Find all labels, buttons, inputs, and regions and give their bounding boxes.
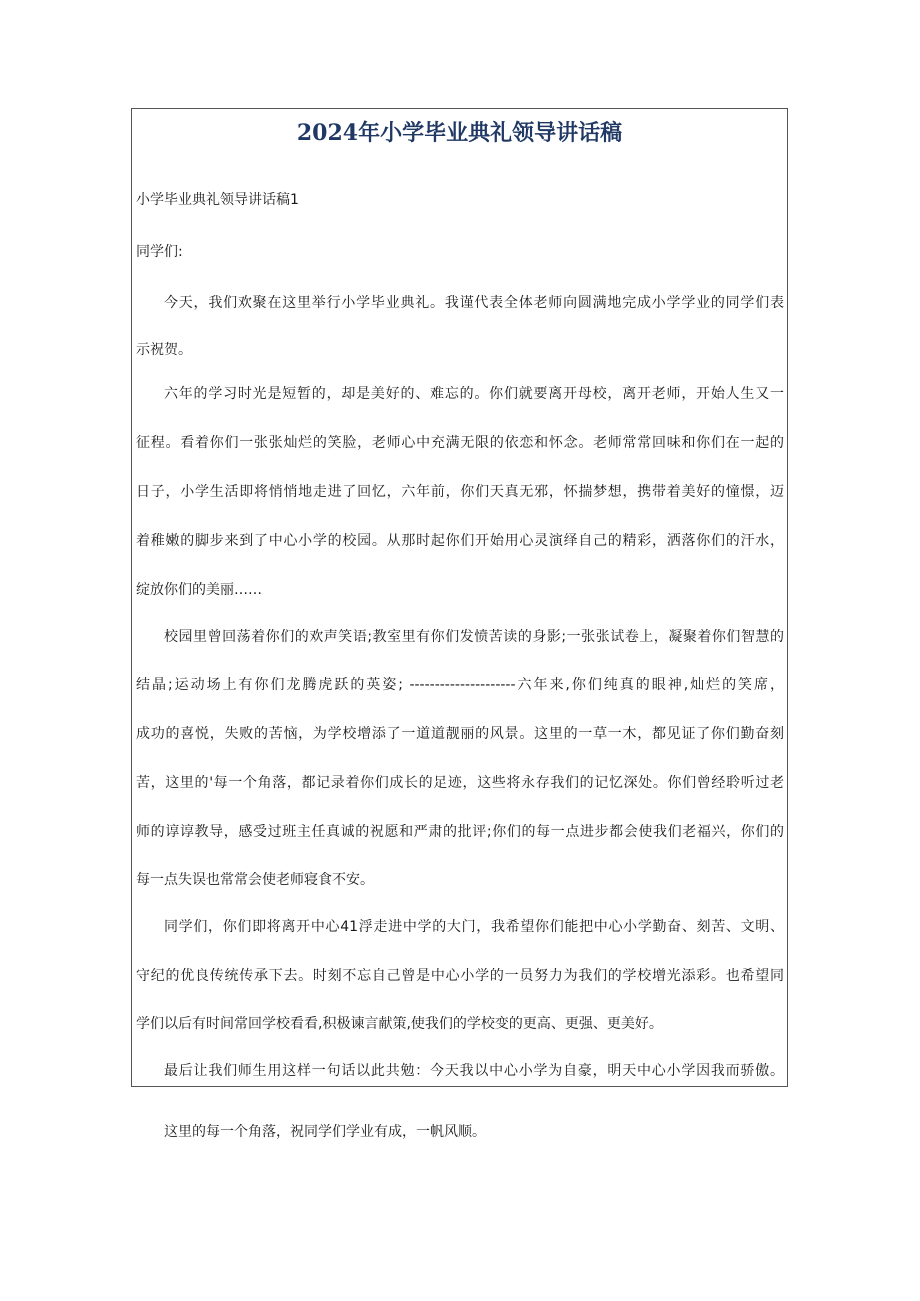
paragraph-line: 结晶;运动场上有你们龙腾虎跃的英姿; ---------------------六年来,你们纯真的眼神,灿烂的笑席， [136,677,784,693]
paragraph-line: 成功的喜悦，失败的苦恼，为学校增添了一道道靓丽的风景。这里的一草一木，都见证了你们勤奋刻 [136,726,784,742]
paragraph-line: 苦，这里的'每一个角落，都记录着你们成长的足迹，这些将永存我们的记忆深处。你们曾经聆听过老 [136,775,784,791]
salutation: 同学们: [136,244,183,260]
paragraph-line: 每一点失误也常常会使老师寝食不安。 [136,872,374,888]
paragraph-line: 六年的学习时光是短暂的，却是美好的、难忘的。你们就要离开母校，离开老师，开始人生又一 [164,386,784,402]
paragraph-line: 师的谆谆教导，感受过班主任真诚的祝愿和严肃的批评;你们的每一点进步都会使我们老福兴，你们的 [136,824,784,840]
paragraph-line: 着稚嫩的脚步来到了中心小学的校园。从那时起你们开始用心灵演绎自己的精彩，洒落你们的汗水， [136,533,784,549]
paragraph-line: 最后让我们师生用这样一句话以此共勉：今天我以中心小学为自豪，明天中心小学因我而骄傲。 [164,1063,784,1079]
paragraph-line: 校园里曾回荡着你们的欢声笑语;教室里有你们发愤苦读的身影;一张张试卷上，凝聚着你们智慧的 [164,629,784,645]
paragraph-line: 今天，我们欢聚在这里举行小学毕业典礼。我谨代表全体老师向圆满地完成小学学业的同学们表 [164,295,784,311]
paragraph-line: 示祝贺。 [136,342,192,358]
paragraph-line: 同学们，你们即将离开中心41浮走进中学的大门，我希望你们能把中心小学勤奋、刻苦、文明、 [164,919,784,935]
closing-line: 这里的每一个角落，祝同学们学业有成，一帆风顺。 [164,1124,486,1140]
section-heading: 小学毕业典礼领导讲话稿1 [136,192,299,208]
paragraph-line: 守纪的优良传统传承下去。时刻不忘自己曾是中心小学的一员努力为我们的学校增光添彩。也希望同 [136,968,784,984]
document-title: 2024年小学毕业典礼领导讲话稿 [296,120,623,146]
paragraph-line: 征程。看着你们一张张灿烂的笑脸，老师心中充满无限的依恋和怀念。老师常常回味和你们在一起的 [136,435,784,451]
paragraph-line: 绽放你们的美丽…… [136,582,262,598]
paragraph-line: 学们以后有时间常回学校看看,积极谏言献策,使我们的学校变的更高、更强、更美好。 [136,1016,663,1032]
paragraph-line: 日子，小学生活即将悄悄地走进了回忆，六年前，你们天真无邪，怀揣梦想，携带着美好的憧憬，迈 [136,484,784,500]
